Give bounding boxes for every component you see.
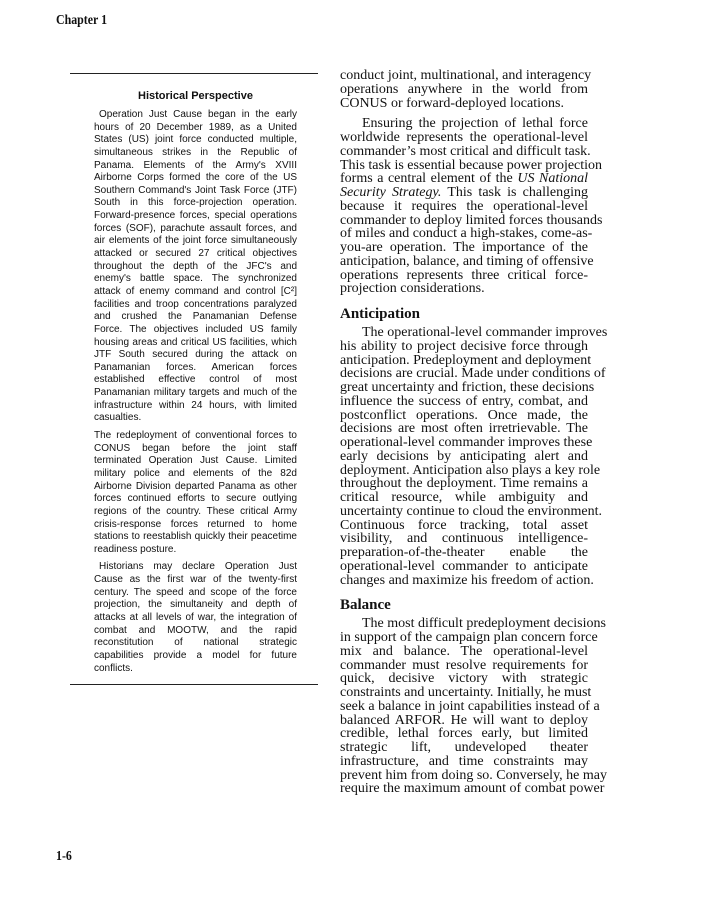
text-line: facilities and troop concentrations paralyzed [94, 298, 297, 310]
sidebar-paragraph [94, 430, 297, 556]
text-line: capabilities provide a model for future [94, 649, 297, 661]
text-line: Historians may declare Operation Just [99, 561, 297, 573]
text-line: The most difficult predeployment decisions [362, 616, 606, 632]
text-line: Panama. Elements of the Army's XVIII [94, 159, 297, 171]
text-line [340, 172, 588, 186]
text-line: throughout the deployment. Time remains a [340, 476, 588, 492]
sidebar-top-rule [70, 73, 318, 74]
chapter-header: Chapter 1 [56, 13, 108, 28]
text-line: crisis-response forces returned to home [94, 518, 297, 530]
text-line: commander’s most critical and difficult task. [340, 143, 591, 159]
text-line: The redeployment of conventional forces to [94, 430, 297, 442]
text-line: postconflict operations. Once made, the [340, 407, 588, 423]
text-line: The operational-level commander improves [362, 325, 608, 340]
text-line: operational-level commander to anticipate [340, 558, 588, 574]
text-line: infrastructure within 24 hours, with limited [94, 399, 297, 411]
text-line: anticipation. Predeployment and deployment [340, 352, 592, 368]
italic-title: US National [517, 171, 588, 187]
text-line: of miles and conduct a high-stakes, come-as- [340, 226, 593, 242]
text-line: great uncertainty and friction, these decisions [340, 380, 595, 395]
text-line: States (US) joint force conducted multiple, [94, 134, 297, 146]
text-line: projection, the simultaneity and depth of [94, 599, 297, 611]
text-line: forces continued efforts to secure outlying [94, 493, 297, 505]
text-line: South in this force-projection operation. [94, 197, 297, 209]
body-paragraph [340, 68, 592, 111]
text-line: visibility, and continuous intelligence- [340, 531, 588, 547]
text-line: Airborne Corps formed the core of the US [94, 172, 297, 184]
text-line: operations represents three critical force- [340, 267, 588, 283]
text-line: attacked or secured 27 critical objectives [94, 248, 297, 260]
text-line: reconstitution of national strategic [94, 637, 297, 649]
text-line: changes and maximize his freedom of action. [340, 572, 594, 588]
text-line: casualties. [94, 412, 142, 424]
text-line: forces (SOF), parachute assault forces, and [94, 222, 297, 234]
italic-title: Security Strategy. [340, 185, 442, 200]
text-line: conduct joint, multinational, and interagency [340, 68, 592, 83]
text-line: attacks at all levels of war, the integration of [94, 611, 297, 623]
text-line: his ability to project decisive force through [340, 338, 588, 354]
section-heading: Anticipation [340, 306, 421, 322]
text-line: influence the success of entry, combat, and [340, 393, 588, 409]
text-line: Force. The objectives included US family [94, 323, 297, 335]
text-line: seek a balance in joint capabilities instead of a [340, 698, 600, 714]
sidebar-paragraph [94, 109, 297, 425]
text-line: housing areas and critical US facilities, which [94, 336, 297, 348]
text-line: commander to deploy limited forces thousands [340, 212, 603, 228]
text-line: commander must resolve requirements for [340, 657, 588, 673]
text-line: attack of enemy command and control [C²] [94, 285, 297, 297]
text-line: Cause as the first war of the twenty-first [94, 574, 297, 586]
text-segment: This task is challenging [441, 185, 588, 200]
text-line: simultaneous strikes in the Republic of [94, 146, 297, 158]
text-line: stations to reestablish quickly their peacetime [94, 531, 297, 543]
text-line: Forward-presence forces, special operations [94, 210, 297, 222]
body-paragraph [340, 116, 603, 297]
text-line: prevent him from doing so. Conversely, he may [340, 767, 607, 783]
text-line: operational-level commander improves these [340, 435, 593, 450]
body-paragraph [340, 325, 608, 588]
text-line: because it requires the operational-level [340, 198, 588, 214]
text-line: terminated Operation Just Cause. Limited [94, 455, 297, 467]
text-line: preparation-of-the-theater enable the [340, 545, 588, 560]
text-line: quick, decisive victory with strategic [340, 671, 588, 687]
text-line: anticipation, balance, and timing of offensive [340, 253, 594, 269]
sidebar-paragraph [94, 561, 297, 675]
text-line: early decisions by anticipating alert and [340, 448, 588, 464]
sidebar-title: Historical Perspective [138, 90, 253, 102]
text-line: and crushed the Panamanian Defense [94, 311, 297, 323]
text-line: decisions are most often irretrievable. The [340, 421, 588, 437]
page-number: 1-6 [56, 849, 72, 864]
text-line: credible, lethal forces early, but limited [340, 726, 588, 742]
text-line: military police and elements of the 82d [94, 467, 297, 479]
text-line: CONUS began before the joint staff [94, 442, 297, 454]
text-line: Southern Command's Joint Task Force (JTF) [94, 184, 297, 196]
text-line: Operation Just Cause began in the early [99, 109, 297, 120]
text-line: Panamanian military targets and much of the [94, 387, 297, 399]
section-heading: Balance [340, 597, 391, 614]
text-line: conflicts. [94, 662, 133, 674]
text-line: critical resource, while ambiguity and [340, 490, 588, 505]
text-line: century. The speed and scope of the force [94, 586, 297, 598]
text-line: deployment. Anticipation also plays a key role [340, 462, 601, 478]
text-line: balanced ARFOR. He will want to deploy [340, 712, 588, 728]
text-line: air elements of the joint force simultaneously [94, 235, 297, 247]
text-line [340, 186, 588, 200]
text-line: hours of 20 December 1989, as a United [94, 121, 297, 133]
text-line: require the maximum amount of combat power [340, 781, 605, 797]
text-line: CONUS or forward-deployed locations. [340, 95, 564, 111]
text-line: Continuous force tracking, total asset [340, 517, 588, 533]
text-line: infrastructure, and time constraints may [340, 753, 588, 769]
text-line: uncertainty continue to cloud the environment. [340, 503, 603, 519]
text-line: worldwide represents the operational-level [340, 130, 588, 145]
main-text-column [340, 68, 608, 803]
text-line: combat and MOOTW, and the rapid [94, 624, 297, 636]
text-line: strategic lift, undeveloped theater [340, 740, 588, 755]
sidebar-body [94, 109, 297, 675]
text-line: constraints and uncertainty. Initially, he must [340, 685, 592, 700]
text-line: Panamanian forces. American forces [94, 361, 297, 373]
text-line: established effective control of most [94, 374, 297, 386]
text-line: This task is essential because power projection [340, 157, 603, 173]
text-segment: forms a central element of the [340, 171, 518, 187]
text-line: operations anywhere in the world from [340, 81, 588, 97]
text-line: readiness posture. [94, 543, 177, 555]
text-line: Ensuring the projection of lethal force [362, 116, 588, 132]
text-line: projection considerations. [340, 281, 485, 297]
body-paragraph [340, 616, 607, 797]
text-line: throughout the depth of the JFC's and [94, 260, 297, 272]
text-line: Airborne Division departed Panama as other [94, 480, 297, 492]
text-line: decisions are crucial. Made under conditions of [340, 366, 606, 382]
text-line: JTF South secured during the attack on [94, 349, 297, 361]
historical-perspective-sidebar [94, 90, 297, 680]
text-line: in support of the campaign plan concern force [340, 630, 598, 645]
text-line: regions of the country. These critical Army [94, 505, 297, 517]
text-line: you-are operation. The importance of the [340, 240, 588, 255]
sidebar-bottom-rule [70, 684, 318, 685]
text-line: enemy's battle space. The synchronized [94, 273, 297, 285]
text-line: mix and balance. The operational-level [340, 643, 588, 659]
